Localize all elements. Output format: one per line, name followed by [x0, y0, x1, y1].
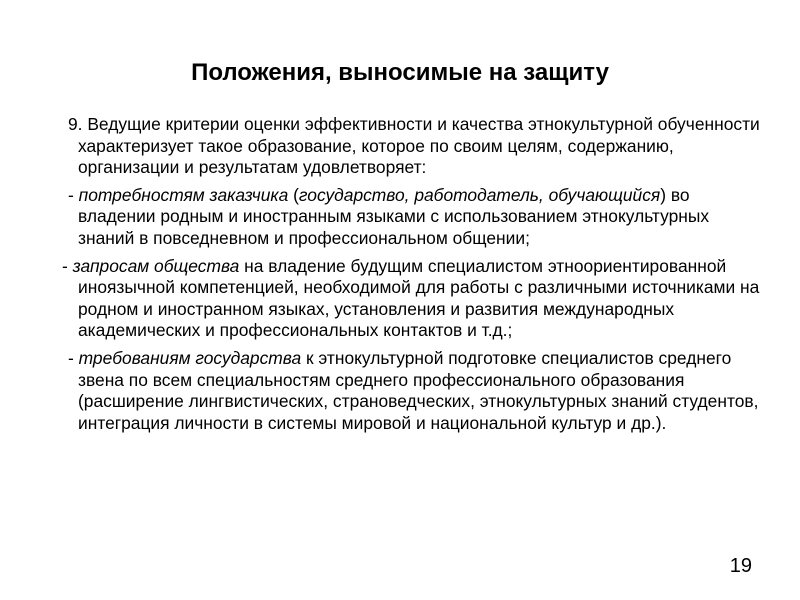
slide-content — [62, 114, 762, 434]
slide-title: Положения, выносимые на защиту — [191, 59, 609, 86]
criterion-emphasis: потребностям заказчика — [78, 184, 289, 205]
list-dash: - — [62, 255, 73, 276]
criterion-state-requirements — [62, 348, 762, 434]
criterion-text: к этнокультурной подготовке специалистов среднего звена по всем специальностям среднего профессионального образования (расширение лингвистических, страноведческих, этнокультурных знаний студентов, интеграция личности в системы мировой и национальной культур и др.). — [78, 347, 759, 433]
criterion-customer-needs — [62, 185, 762, 250]
criterion-society-requests — [62, 256, 762, 342]
intro-paragraph: 9. Ведущие критерии оценки эффективности и качества этнокультурной обученности характеризует такое образование, которое по своим целям, содержанию, организации и результатам удовлетворяет: — [68, 114, 760, 178]
criterion-emphasis-secondary: государство, работодатель, обучающийся — [298, 184, 661, 205]
criterion-emphasis: запросам общества — [72, 255, 240, 276]
list-dash: - — [68, 184, 79, 205]
criterion-text: ) во владении родным и иностранным языками с использованием этнокультурных знаний в повседневном и профессиональном общении; — [78, 184, 710, 248]
page-number: 19 — [729, 555, 752, 577]
list-dash: - — [68, 347, 79, 368]
paren-open: ( — [288, 184, 299, 205]
criterion-text: на владение будущим специалистом этноориентированной иноязычной компетенцией, необходимой для работы с различными источниками на родном и иностранном языках, установления и развития международных академических и профессиональных контактов и т.д.; — [78, 255, 760, 341]
criterion-emphasis: требованиям государства — [78, 347, 302, 368]
